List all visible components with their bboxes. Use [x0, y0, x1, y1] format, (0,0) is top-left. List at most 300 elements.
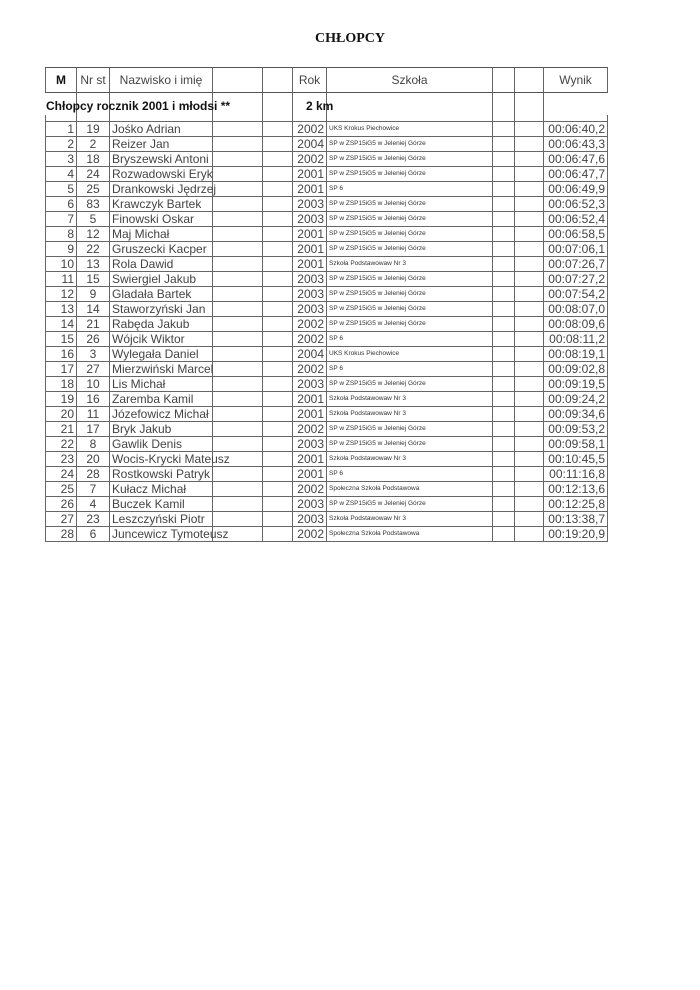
place-cell: 20: [46, 407, 77, 422]
place-cell: 13: [46, 302, 77, 317]
year-cell: 2001: [293, 467, 327, 482]
blank-cell: [493, 482, 515, 497]
year-cell: 2004: [293, 137, 327, 152]
blank-cell: [263, 407, 293, 422]
result-cell: 00:07:54,2: [544, 287, 608, 302]
table-row: [46, 182, 608, 197]
header-school: Szkoła: [327, 68, 493, 93]
blank-cell: [493, 512, 515, 527]
table-row: [46, 527, 608, 542]
blank-cell: [213, 392, 263, 407]
blank-cell: [493, 347, 515, 362]
blank-cell: [493, 272, 515, 287]
place-cell: 21: [46, 422, 77, 437]
bib-cell: 11: [77, 407, 110, 422]
year-cell: 2001: [293, 227, 327, 242]
year-cell: 2001: [293, 167, 327, 182]
bib-cell: 14: [77, 302, 110, 317]
table-row: [46, 197, 608, 212]
school-cell: Społeczna Szkoła Podstawowa: [327, 527, 493, 542]
result-cell: 00:06:52,4: [544, 212, 608, 227]
year-cell: 2003: [293, 437, 327, 452]
name-cell: Kułacz Michał: [110, 482, 213, 497]
bib-cell: 23: [77, 512, 110, 527]
name-cell: Wylegała Daniel: [110, 347, 213, 362]
place-cell: 16: [46, 347, 77, 362]
result-cell: 00:08:19,1: [544, 347, 608, 362]
table-row: [46, 497, 608, 512]
blank-cell: [263, 167, 293, 182]
bib-cell: 12: [77, 227, 110, 242]
blank-cell: [515, 362, 544, 377]
result-cell: 00:06:49,9: [544, 182, 608, 197]
result-cell: 00:06:58,5: [544, 227, 608, 242]
blank-cell: [515, 347, 544, 362]
blank-cell: [213, 497, 263, 512]
blank-cell: [263, 197, 293, 212]
blank-cell: [493, 167, 515, 182]
table-row: [46, 437, 608, 452]
school-cell: SP 6: [327, 467, 493, 482]
name-cell: Staworzyński Jan: [110, 302, 213, 317]
year-cell: 2003: [293, 197, 327, 212]
table-row: [46, 242, 608, 257]
place-cell: 11: [46, 272, 77, 287]
blank-cell: [493, 407, 515, 422]
bib-cell: 3: [77, 347, 110, 362]
table-row: [46, 122, 608, 137]
place-cell: 3: [46, 152, 77, 167]
bib-cell: 10: [77, 377, 110, 392]
blank-cell: [515, 227, 544, 242]
bib-cell: 24: [77, 167, 110, 182]
result-cell: 00:07:27,2: [544, 272, 608, 287]
blank-cell: [493, 527, 515, 542]
year-cell: 2001: [293, 257, 327, 272]
bib-cell: 9: [77, 287, 110, 302]
name-cell: Krawczyk Bartek: [110, 197, 213, 212]
year-cell: 2002: [293, 422, 327, 437]
place-cell: 22: [46, 437, 77, 452]
bib-cell: 7: [77, 482, 110, 497]
school-cell: Szkoła Podstawowaw Nr 3: [327, 407, 493, 422]
blank-cell: [213, 167, 263, 182]
blank-cell: [263, 392, 293, 407]
blank-cell: [493, 152, 515, 167]
table-row: [46, 422, 608, 437]
blank-cell: [213, 512, 263, 527]
place-cell: 17: [46, 362, 77, 377]
year-cell: 2002: [293, 482, 327, 497]
blank-cell: [263, 452, 293, 467]
year-cell: 2003: [293, 302, 327, 317]
blank-cell: [213, 467, 263, 482]
blank-cell: [213, 227, 263, 242]
blank-cell: [213, 197, 263, 212]
result-cell: 00:12:25,8: [544, 497, 608, 512]
place-cell: 2: [46, 137, 77, 152]
table-row: [46, 482, 608, 497]
table-row: [46, 302, 608, 317]
blank-cell: [263, 332, 293, 347]
place-cell: 6: [46, 197, 77, 212]
bib-cell: 5: [77, 212, 110, 227]
result-cell: 00:09:02,8: [544, 362, 608, 377]
result-cell: 00:10:45,5: [544, 452, 608, 467]
result-cell: 00:12:13,6: [544, 482, 608, 497]
blank-cell: [493, 257, 515, 272]
school-cell: SP w ZSP15iG5 w Jeleniej Górze: [327, 437, 493, 452]
table-row: [46, 167, 608, 182]
blank-cell: [263, 377, 293, 392]
result-cell: 00:13:38,7: [544, 512, 608, 527]
header-result: Wynik: [544, 68, 608, 93]
name-cell: Józefowicz Michał: [110, 407, 213, 422]
bib-cell: 18: [77, 152, 110, 167]
year-cell: 2001: [293, 452, 327, 467]
result-cell: 00:06:47,7: [544, 167, 608, 182]
year-cell: 2001: [293, 242, 327, 257]
result-cell: 00:07:06,1: [544, 242, 608, 257]
result-cell: 00:09:19,5: [544, 377, 608, 392]
table-row: [46, 407, 608, 422]
blank-cell: [213, 482, 263, 497]
year-cell: 2003: [293, 377, 327, 392]
place-cell: 8: [46, 227, 77, 242]
name-cell: Bryk Jakub: [110, 422, 213, 437]
table-row: [46, 152, 608, 167]
name-cell: Lis Michał: [110, 377, 213, 392]
blank-cell: [515, 452, 544, 467]
table-row: [46, 257, 608, 272]
blank-cell: [263, 467, 293, 482]
table-row: [46, 452, 608, 467]
result-cell: 00:06:52,3: [544, 197, 608, 212]
header-blank: [263, 68, 293, 93]
blank-cell: [263, 362, 293, 377]
blank-cell: [515, 272, 544, 287]
year-cell: 2003: [293, 287, 327, 302]
bib-cell: 13: [77, 257, 110, 272]
blank-cell: [493, 137, 515, 152]
table-row: [46, 512, 608, 527]
school-cell: Szkoła Podstawowaw Nr 3: [327, 452, 493, 467]
year-cell: 2003: [293, 497, 327, 512]
place-cell: 5: [46, 182, 77, 197]
blank-cell: [263, 287, 293, 302]
school-cell: SP w ZSP15iG5 w Jeleniej Górze: [327, 317, 493, 332]
blank-cell: [493, 437, 515, 452]
blank-cell: [213, 122, 263, 137]
bib-cell: 16: [77, 392, 110, 407]
year-cell: 2001: [293, 182, 327, 197]
name-cell: Wójcik Wiktor: [110, 332, 213, 347]
year-cell: 2001: [293, 392, 327, 407]
blank-cell: [515, 422, 544, 437]
blank-cell: [515, 242, 544, 257]
result-cell: 00:11:16,8: [544, 467, 608, 482]
school-cell: SP w ZSP15iG5 w Jeleniej Górze: [327, 272, 493, 287]
result-cell: 00:09:24,2: [544, 392, 608, 407]
blank-cell: [263, 437, 293, 452]
results-table: [45, 67, 608, 542]
category-label: Chłopcy rocznik 2001 i młodsi **: [46, 99, 231, 113]
blank-cell: [515, 287, 544, 302]
place-cell: 14: [46, 317, 77, 332]
bib-cell: 27: [77, 362, 110, 377]
blank-cell: [515, 437, 544, 452]
school-cell: SP w ZSP15iG5 w Jeleniej Górze: [327, 137, 493, 152]
school-cell: UKS Krokus Piechowice: [327, 122, 493, 137]
year-cell: 2002: [293, 332, 327, 347]
year-cell: 2002: [293, 362, 327, 377]
name-cell: Buczek Kamil: [110, 497, 213, 512]
blank-cell: [263, 347, 293, 362]
blank-cell: [213, 242, 263, 257]
year-cell: 2004: [293, 347, 327, 362]
bib-cell: 8: [77, 437, 110, 452]
blank-cell: [263, 422, 293, 437]
result-cell: 00:06:47,6: [544, 152, 608, 167]
table-row: [46, 287, 608, 302]
blank-cell: [263, 137, 293, 152]
blank-cell: [213, 257, 263, 272]
blank-cell: [213, 182, 263, 197]
bib-cell: 28: [77, 467, 110, 482]
table-row: [46, 392, 608, 407]
blank-cell: [213, 422, 263, 437]
blank-cell: [263, 497, 293, 512]
result-cell: 00:09:53,2: [544, 422, 608, 437]
bib-cell: 2: [77, 137, 110, 152]
blank-cell: [515, 302, 544, 317]
place-cell: 9: [46, 242, 77, 257]
place-cell: 24: [46, 467, 77, 482]
blank-cell: [213, 137, 263, 152]
bib-cell: 15: [77, 272, 110, 287]
school-cell: SP 6: [327, 362, 493, 377]
name-cell: Drankowski Jędrzej: [110, 182, 213, 197]
blank-cell: [493, 302, 515, 317]
table-row: [46, 137, 608, 152]
bib-cell: 17: [77, 422, 110, 437]
blank-cell: [515, 152, 544, 167]
year-cell: 2001: [293, 407, 327, 422]
header-row: [46, 68, 608, 93]
blank-cell: [515, 377, 544, 392]
blank-cell: [515, 512, 544, 527]
year-cell: 2003: [293, 512, 327, 527]
place-cell: 10: [46, 257, 77, 272]
school-cell: SP w ZSP15iG5 w Jeleniej Górze: [327, 287, 493, 302]
blank-cell: [493, 467, 515, 482]
place-cell: 27: [46, 512, 77, 527]
blank-cell: [213, 347, 263, 362]
result-cell: 00:06:40,2: [544, 122, 608, 137]
school-cell: SP w ZSP15iG5 w Jeleniej Górze: [327, 497, 493, 512]
name-cell: Leszczyński Piotr: [110, 512, 213, 527]
name-cell: Gawlik Denis: [110, 437, 213, 452]
school-cell: Szkoła Podstawowaw Nr 3: [327, 257, 493, 272]
name-cell: Rozwadowski Eryk: [110, 167, 213, 182]
year-cell: 2002: [293, 527, 327, 542]
blank-cell: [263, 227, 293, 242]
name-cell: Swiergiel Jakub: [110, 272, 213, 287]
blank-cell: [213, 152, 263, 167]
school-cell: SP w ZSP15iG5 w Jeleniej Górze: [327, 227, 493, 242]
place-cell: 1: [46, 122, 77, 137]
blank-cell: [213, 407, 263, 422]
blank-cell: [213, 332, 263, 347]
blank-cell: [213, 212, 263, 227]
blank-cell: [493, 287, 515, 302]
bib-cell: 22: [77, 242, 110, 257]
blank-cell: [493, 122, 515, 137]
blank-cell: [493, 377, 515, 392]
place-cell: 7: [46, 212, 77, 227]
blank-cell: [515, 332, 544, 347]
blank-cell: [515, 137, 544, 152]
blank-cell: [263, 257, 293, 272]
result-cell: 00:08:07,0: [544, 302, 608, 317]
blank-cell: [263, 482, 293, 497]
place-cell: 12: [46, 287, 77, 302]
category-distance: 2 km: [306, 99, 334, 113]
result-cell: 00:08:11,2: [544, 332, 608, 347]
blank-cell: [263, 152, 293, 167]
blank-cell: [263, 302, 293, 317]
school-cell: Szkoła Podstawowaw Nr 3: [327, 512, 493, 527]
school-cell: SP 6: [327, 332, 493, 347]
result-cell: 00:08:09,6: [544, 317, 608, 332]
year-cell: 2002: [293, 122, 327, 137]
bib-cell: 21: [77, 317, 110, 332]
bib-cell: 19: [77, 122, 110, 137]
table-row: [46, 377, 608, 392]
table-row: [46, 362, 608, 377]
school-cell: SP w ZSP15iG5 w Jeleniej Górze: [327, 302, 493, 317]
blank-cell: [515, 317, 544, 332]
blank-cell: [493, 392, 515, 407]
year-cell: 2002: [293, 317, 327, 332]
name-cell: Wocis-Krycki Mateusz: [110, 452, 213, 467]
header-blank: [493, 68, 515, 93]
school-cell: SP w ZSP15iG5 w Jeleniej Górze: [327, 242, 493, 257]
school-cell: SP w ZSP15iG5 w Jeleniej Górze: [327, 422, 493, 437]
header-place: M: [46, 68, 77, 93]
result-cell: 00:09:34,6: [544, 407, 608, 422]
blank-cell: [213, 362, 263, 377]
table-row: [46, 347, 608, 362]
blank-cell: [515, 392, 544, 407]
blank-cell: [515, 212, 544, 227]
name-cell: Rabęda Jakub: [110, 317, 213, 332]
school-cell: SP w ZSP15iG5 w Jeleniej Górze: [327, 167, 493, 182]
blank-cell: [515, 467, 544, 482]
name-cell: Zaremba Kamil: [110, 392, 213, 407]
place-cell: 15: [46, 332, 77, 347]
year-cell: 2002: [293, 152, 327, 167]
school-cell: SP w ZSP15iG5 w Jeleniej Górze: [327, 212, 493, 227]
bib-cell: 26: [77, 332, 110, 347]
bib-cell: 25: [77, 182, 110, 197]
header-blank: [515, 68, 544, 93]
table-row: [46, 332, 608, 347]
year-cell: 2003: [293, 212, 327, 227]
blank-cell: [515, 122, 544, 137]
name-cell: Gruszecki Kacper: [110, 242, 213, 257]
name-cell: Reizer Jan: [110, 137, 213, 152]
school-cell: Szkoła Podstawowaw Nr 3: [327, 392, 493, 407]
school-cell: SP w ZSP15iG5 w Jeleniej Górze: [327, 152, 493, 167]
header-year: Rok: [293, 68, 327, 93]
blank-cell: [263, 512, 293, 527]
place-cell: 23: [46, 452, 77, 467]
blank-cell: [213, 272, 263, 287]
table-row: [46, 467, 608, 482]
bib-cell: 83: [77, 197, 110, 212]
school-cell: Społeczna Szkoła Podstawowa: [327, 482, 493, 497]
blank-cell: [493, 497, 515, 512]
blank-cell: [263, 272, 293, 287]
header-bib: Nr st: [77, 68, 110, 93]
school-cell: SP w ZSP15iG5 w Jeleniej Górze: [327, 377, 493, 392]
name-cell: Maj Michał: [110, 227, 213, 242]
place-cell: 28: [46, 527, 77, 542]
blank-cell: [213, 437, 263, 452]
blank-cell: [493, 422, 515, 437]
blank-cell: [515, 497, 544, 512]
blank-cell: [493, 362, 515, 377]
blank-cell: [515, 182, 544, 197]
place-cell: 25: [46, 482, 77, 497]
school-cell: SP 6: [327, 182, 493, 197]
blank-cell: [515, 167, 544, 182]
bib-cell: 4: [77, 497, 110, 512]
blank-cell: [515, 407, 544, 422]
bib-cell: 20: [77, 452, 110, 467]
name-cell: Rostkowski Patryk: [110, 467, 213, 482]
year-cell: 2003: [293, 272, 327, 287]
blank-cell: [263, 527, 293, 542]
blank-cell: [515, 482, 544, 497]
blank-cell: [493, 317, 515, 332]
header-name: Nazwisko i imię: [110, 68, 213, 93]
page-title: CHŁOPCY: [315, 31, 385, 46]
blank-cell: [493, 212, 515, 227]
result-cell: 00:07:26,7: [544, 257, 608, 272]
school-cell: UKS Krokus Piechowice: [327, 347, 493, 362]
header-blank: [213, 68, 263, 93]
blank-cell: [263, 242, 293, 257]
school-cell: SP w ZSP15iG5 w Jeleniej Górze: [327, 197, 493, 212]
blank-cell: [493, 242, 515, 257]
blank-cell: [263, 212, 293, 227]
place-cell: 18: [46, 377, 77, 392]
result-cell: 00:19:20,9: [544, 527, 608, 542]
blank-cell: [213, 317, 263, 332]
blank-cell: [493, 182, 515, 197]
place-cell: 19: [46, 392, 77, 407]
table-row: [46, 227, 608, 242]
blank-cell: [515, 197, 544, 212]
table-row: [46, 272, 608, 287]
bib-cell: 6: [77, 527, 110, 542]
name-cell: Rola Dawid: [110, 257, 213, 272]
blank-cell: [493, 197, 515, 212]
blank-cell: [263, 317, 293, 332]
name-cell: Mierzwiński Marcel: [110, 362, 213, 377]
